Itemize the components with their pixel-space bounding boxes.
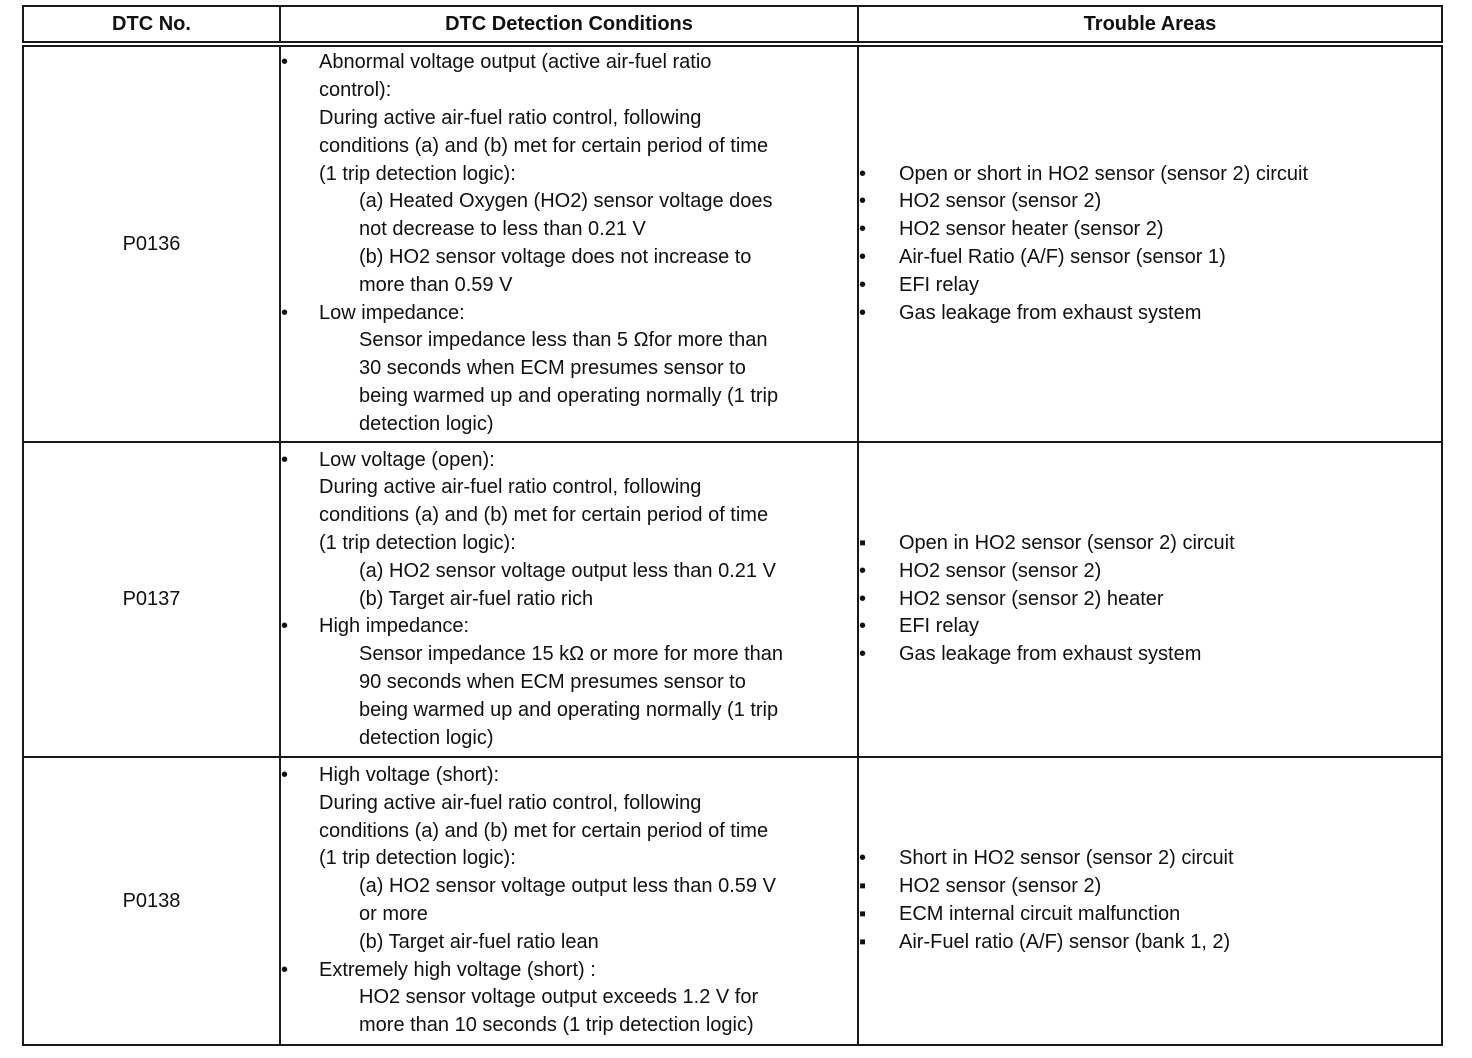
dtc-table [22,5,1443,1046]
bullet: ▪ [859,930,867,953]
dtc-code: P0137 [23,442,280,757]
condition-line: (a) Heated Oxygen (HO2) sensor voltage does [359,190,773,213]
table-row [23,442,1442,757]
bullet: • [859,587,867,610]
bullet: • [859,273,867,296]
trouble-area-text: HO2 sensor (sensor 2) [899,875,1102,898]
bullet: • [859,615,867,638]
trouble-area-item [859,613,1441,641]
bullet: • [859,246,867,268]
condition-block [281,613,857,752]
trouble-areas [858,442,1442,757]
trouble-area-text: Air-Fuel ratio (A/F) sensor (bank 1, 2) [899,930,1231,953]
condition-block [281,762,857,957]
condition-block [281,957,857,1040]
condition-line: more than 0.59 V [359,273,513,296]
condition-line: During active air-fuel ratio control, following [319,476,702,499]
condition-line: 30 seconds when ECM presumes sensor to [359,357,746,380]
bullet: • [281,615,289,638]
condition-line: During active air-fuel ratio control, following [319,107,702,130]
condition-line: Low impedance: [319,301,465,324]
condition-line: Sensor impedance 15 kΩ or more for more than [359,643,784,666]
trouble-area-text: Gas leakage from exhaust system [899,643,1202,666]
detection-conditions [280,757,858,1045]
condition-line: being warmed up and operating normally (1 trip [359,698,779,721]
trouble-area-text: HO2 sensor (sensor 2) [899,190,1102,213]
header-conditions: DTC Detection Conditions [280,6,858,44]
condition-line: High voltage (short): [319,764,500,787]
trouble-area-item [859,300,1441,328]
header-dtc-no: DTC No. [23,6,280,44]
condition-block [281,300,857,439]
table-row [23,757,1442,1045]
trouble-area-item [859,272,1441,300]
bullet: • [859,847,867,870]
trouble-area-text: Gas leakage from exhaust system [899,301,1202,324]
dtc-code: P0136 [23,44,280,442]
trouble-area-text: HO2 sensor (sensor 2) [899,559,1102,582]
condition-line: During active air-fuel ratio control, following [319,791,702,814]
trouble-area-text: Open in HO2 sensor (sensor 2) circuit [899,532,1235,554]
condition-line: control): [319,79,392,102]
condition-line: (a) HO2 sensor voltage output less than 0.21 V [359,559,776,582]
condition-line: detection logic) [359,726,494,749]
bullet: • [859,218,867,241]
trouble-area-text: HO2 sensor heater (sensor 2) [899,218,1164,241]
condition-line: (b) Target air-fuel ratio rich [359,587,594,610]
condition-line: conditions (a) and (b) met for certain period of time [319,504,769,527]
bullet: • [859,643,867,666]
condition-block [281,447,857,614]
condition-line: (1 trip detection logic): [319,532,516,554]
trouble-area-item [859,901,1441,929]
trouble-area-text: EFI relay [899,615,980,638]
trouble-area-item [859,188,1441,216]
trouble-area-item [859,845,1441,873]
trouble-area-item [859,586,1441,614]
trouble-area-text: HO2 sensor (sensor 2) heater [899,587,1164,610]
table-row [23,44,1442,442]
trouble-area-item [859,558,1441,586]
header-row [23,6,1442,44]
trouble-area-text: Short in HO2 sensor (sensor 2) circuit [899,847,1234,870]
condition-line: Abnormal voltage output (active air-fuel ratio [319,51,712,74]
detection-conditions [280,442,858,757]
condition-line: (b) HO2 sensor voltage does not increase to [359,246,752,268]
condition-line: HO2 sensor voltage output exceeds 1.2 V for [359,986,759,1009]
trouble-area-item [859,641,1441,669]
bullet: • [281,301,289,324]
trouble-area-item [859,929,1441,957]
trouble-areas [858,44,1442,442]
trouble-area-text: ECM internal circuit malfunction [899,903,1181,925]
trouble-area-text: Air-fuel Ratio (A/F) sensor (sensor 1) [899,246,1226,268]
bullet: • [281,51,289,74]
condition-line: not decrease to less than 0.21 V [359,218,646,241]
condition-line: more than 10 seconds (1 trip detection logic) [359,1014,754,1037]
condition-line: or more [359,903,428,925]
trouble-area-item [859,216,1441,244]
condition-line: detection logic) [359,412,494,435]
condition-line: (b) Target air-fuel ratio lean [359,930,599,953]
dtc-code: P0138 [23,757,280,1045]
trouble-area-item [859,873,1441,901]
condition-line: conditions (a) and (b) met for certain period of time [319,819,769,842]
condition-line: Low voltage (open): [319,448,495,471]
condition-line: High impedance: [319,615,470,638]
trouble-area-item [859,530,1441,558]
trouble-area-text: EFI relay [899,273,980,296]
condition-line: being warmed up and operating normally (1 trip [359,384,779,407]
bullet: ▪ [859,875,867,898]
condition-block [281,49,857,299]
bullet: • [859,162,867,185]
header-trouble-areas: Trouble Areas [858,6,1442,44]
condition-line: conditions (a) and (b) met for certain period of time [319,134,769,157]
bullet: ▪ [859,903,867,925]
bullet: • [281,448,289,471]
condition-line: Sensor impedance less than 5 Ωfor more than [359,329,768,352]
bullet: • [859,301,867,324]
bullet: ▪ [859,532,867,554]
bullet: • [859,559,867,582]
trouble-area-text: Open or short in HO2 sensor (sensor 2) circuit [899,162,1309,185]
bullet: • [281,958,289,981]
bullet: • [281,764,289,787]
condition-line: (a) HO2 sensor voltage output less than 0.59 V [359,875,776,898]
condition-line: (1 trip detection logic): [319,162,516,185]
trouble-area-item [859,244,1441,272]
trouble-areas [858,757,1442,1045]
bullet: • [859,190,867,213]
condition-line: Extremely high voltage (short) : [319,958,596,981]
trouble-area-item [859,161,1441,189]
condition-line: 90 seconds when ECM presumes sensor to [359,670,746,693]
detection-conditions [280,44,858,442]
condition-line: (1 trip detection logic): [319,847,516,870]
